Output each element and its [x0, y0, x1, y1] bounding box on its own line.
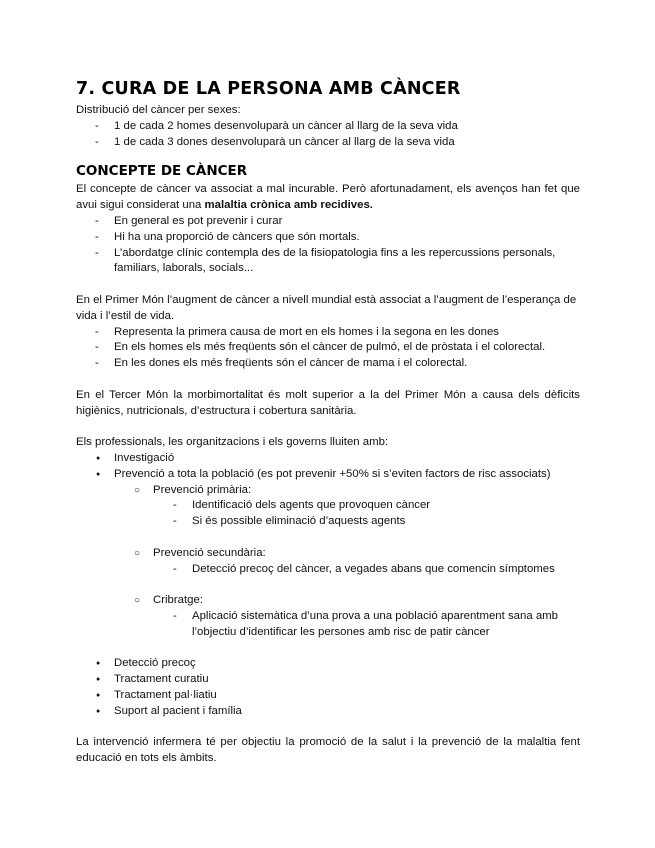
- list-item: - 1 de cada 2 homes desenvoluparà un càncer al llarg de la seva vida: [76, 119, 580, 135]
- prevention-types-list: [76, 546, 580, 562]
- fight-list: [76, 451, 580, 483]
- list-item: - 1 de cada 3 dones desenvoluparà un càncer al llarg de la seva vida: [76, 135, 580, 151]
- list-item: ● Investigació: [76, 451, 580, 467]
- list-item: ● Suport al pacient i família: [76, 704, 580, 720]
- prevention-primary-label: ○ Prevenció primària:: [76, 483, 580, 499]
- distribution-list: [76, 119, 580, 151]
- list-item: - Hi ha una proporció de càncers que són mortals.: [76, 230, 580, 246]
- page-title: 7. CURA DE LA PERSONA AMB CÀNCER: [76, 79, 461, 99]
- conclusion-paragraph: La intervenció infermera té per objectiu la promoció de la salut i la prevenció de la malaltia fent educació en tots els àmbits.: [76, 736, 580, 765]
- section-heading-concept: CONCEPTE DE CÀNCER: [76, 163, 248, 180]
- list-item: - Si és possible eliminació d’aquests agents: [76, 514, 580, 530]
- list-item: ● Tractament pal·liatiu: [76, 688, 580, 704]
- list-item: ● Tractament curatiu: [76, 672, 580, 688]
- screening-label: ○ Cribratge:: [76, 593, 580, 609]
- list-item: - En els homes els més freqüents són el càncer de pulmó, el de pròstata i el colorectal.: [76, 340, 580, 356]
- list-item: - Detecció precoç del càncer, a vegades abans que comencin símptomes: [76, 562, 580, 578]
- list-item: - Aplicació sistemàtica d’una prova a una població aparentment sana amb l’objectiu d’identificar les persones amb risc de patir càncer: [76, 609, 580, 641]
- list-item: - Identificació dels agents que provoquen càncer: [76, 498, 580, 514]
- list-item: ● Detecció precoç: [76, 656, 580, 672]
- concept-intro-text: El concepte de càncer va associat a mal incurable. Però afortunadament, els avenços han fet que avui sigui considerat una: [76, 183, 580, 212]
- list-item: - Representa la primera causa de mort en els homes i la segona en les dones: [76, 325, 580, 341]
- list-item: - L’abordatge clínic contempla des de la fisiopatologia fins a les repercussions personals, familiars, laborals, socials...: [76, 246, 580, 278]
- concept-intro-bold: malaltia crònica amb recidives.: [204, 199, 373, 212]
- prevention-secondary-list: [76, 562, 580, 578]
- fight-list-continued: [76, 656, 580, 719]
- first-world-paragraph: En el Primer Món l’augment de càncer a nivell mundial està associat a l’augment de l’esperança de vida i l’estil de vida.: [76, 293, 577, 322]
- fight-intro: Els professionals, les organitzacions i els governs lluiten amb:: [76, 436, 389, 449]
- screening-list: [76, 609, 580, 641]
- prevention-types-list: [76, 593, 580, 609]
- first-world-list: [76, 325, 580, 372]
- concept-intro: [76, 182, 580, 214]
- list-item: - En general es pot prevenir i curar: [76, 214, 580, 230]
- prevention-secondary-label: ○ Prevenció secundària:: [76, 546, 580, 562]
- concept-list: [76, 214, 580, 277]
- document-page: [76, 78, 580, 767]
- prevention-types-list: [76, 483, 580, 499]
- list-item: ● Prevenció a tota la població (es pot prevenir +50% si s’eviten factors de risc associats): [76, 467, 580, 483]
- list-item: - En les dones els més freqüents són el càncer de mama i el colorectal.: [76, 356, 580, 372]
- third-world-paragraph: En el Tercer Món la morbimortalitat és molt superior a la del Primer Món a causa dels dèficits higiènics, nutricionals, d’estructura i cobertura sanitària.: [76, 388, 580, 417]
- prevention-primary-list: [76, 498, 580, 530]
- distribution-intro: Distribució del càncer per sexes:: [76, 104, 241, 116]
